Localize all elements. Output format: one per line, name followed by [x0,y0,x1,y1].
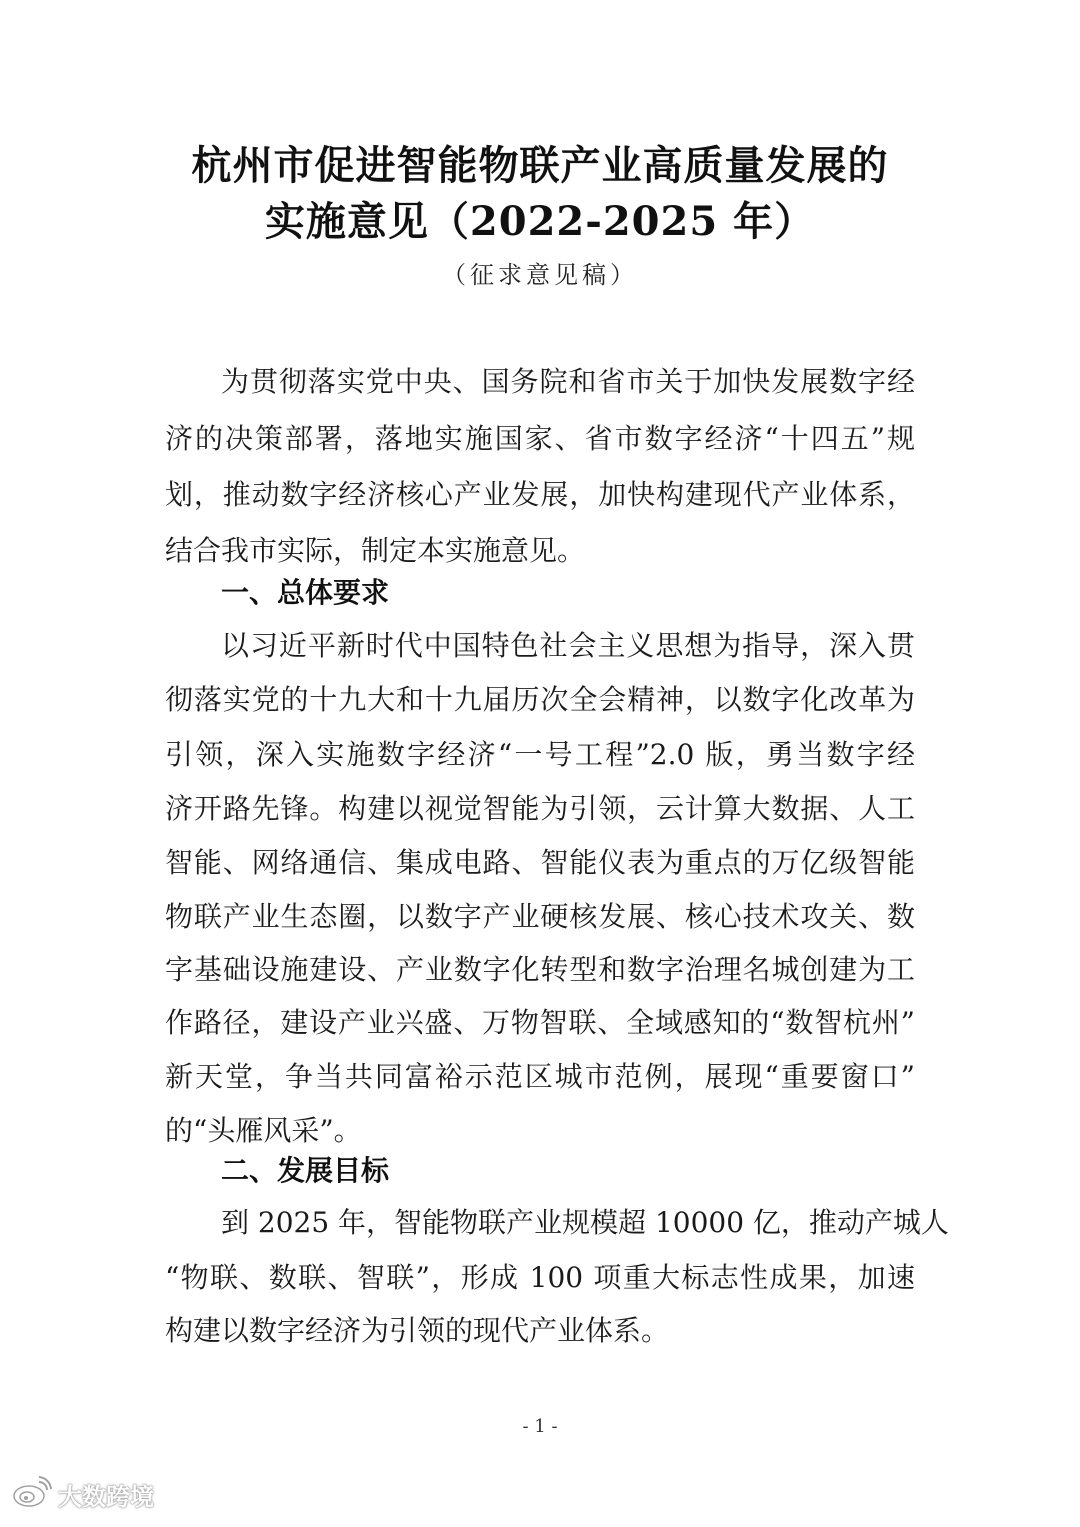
paragraph-line: 新天堂，争当共同富裕示范区城市范例，展现“重要窗口” [165,1060,915,1093]
weibo-logo-icon [12,1476,52,1512]
paragraph-line: 的“头雁风采”。 [165,1114,362,1147]
section-heading-overall: 一、总体要求 [221,576,390,609]
paragraph-line: 结合我市实际，制定本实施意见。 [165,534,586,567]
paragraph-line: 为贯彻落实党中央、国务院和省市关于加快发展数字经 [221,365,915,398]
document-subtitle: （征求意见稿） [442,261,638,289]
paragraph-line: 济开路先锋。构建以视觉智能为引领，云计算大数据、人工 [165,792,915,825]
paragraph-line: 引领，深入实施数字经济“一号工程”2.0 版，勇当数字经 [165,738,915,771]
watermark-text: 大数跨境 [58,1482,154,1511]
section-heading-goals: 二、发展目标 [221,1154,390,1187]
document-title-line1: 杭州市促进智能物联产业高质量发展的 [191,142,889,189]
paragraph-line: 物联产业生态圈，以数字产业硬核发展、核心技术攻关、数 [165,900,915,933]
paragraph-line: 智能、网络通信、集成电路、智能仪表为重点的万亿级智能 [165,846,915,879]
paragraph-line: 字基础设施建设、产业数字化转型和数字治理名城创建为工 [165,953,915,986]
paragraph-line: 彻落实党的十九大和十九届历次全会精神，以数字化改革为 [165,683,915,716]
paragraph-line: “物联、数联、智联”，形成 100 项重大标志性成果，加速 [165,1261,915,1294]
paragraph-line: 构建以数字经济为引领的现代产业体系。 [165,1314,670,1347]
document-title-line2: 实施意见（2022-2025 年） [264,198,816,245]
paragraph-line: 以习近平新时代中国特色社会主义思想为指导，深入贯 [221,629,915,662]
watermark [12,1474,154,1514]
page-number: - 1 - [522,1416,558,1437]
paragraph-line: 作路径，建设产业兴盛、万物智联、全域感知的“数智杭州” [165,1006,915,1039]
paragraph-line: 到 2025 年，智能物联产业规模超 10000 亿，推动产城人 [221,1206,949,1239]
paragraph-line: 济的决策部署，落地实施国家、省市数字经济“十四五”规 [165,422,915,455]
paragraph-line: 划，推动数字经济核心产业发展，加快构建现代产业体系， [165,478,915,511]
